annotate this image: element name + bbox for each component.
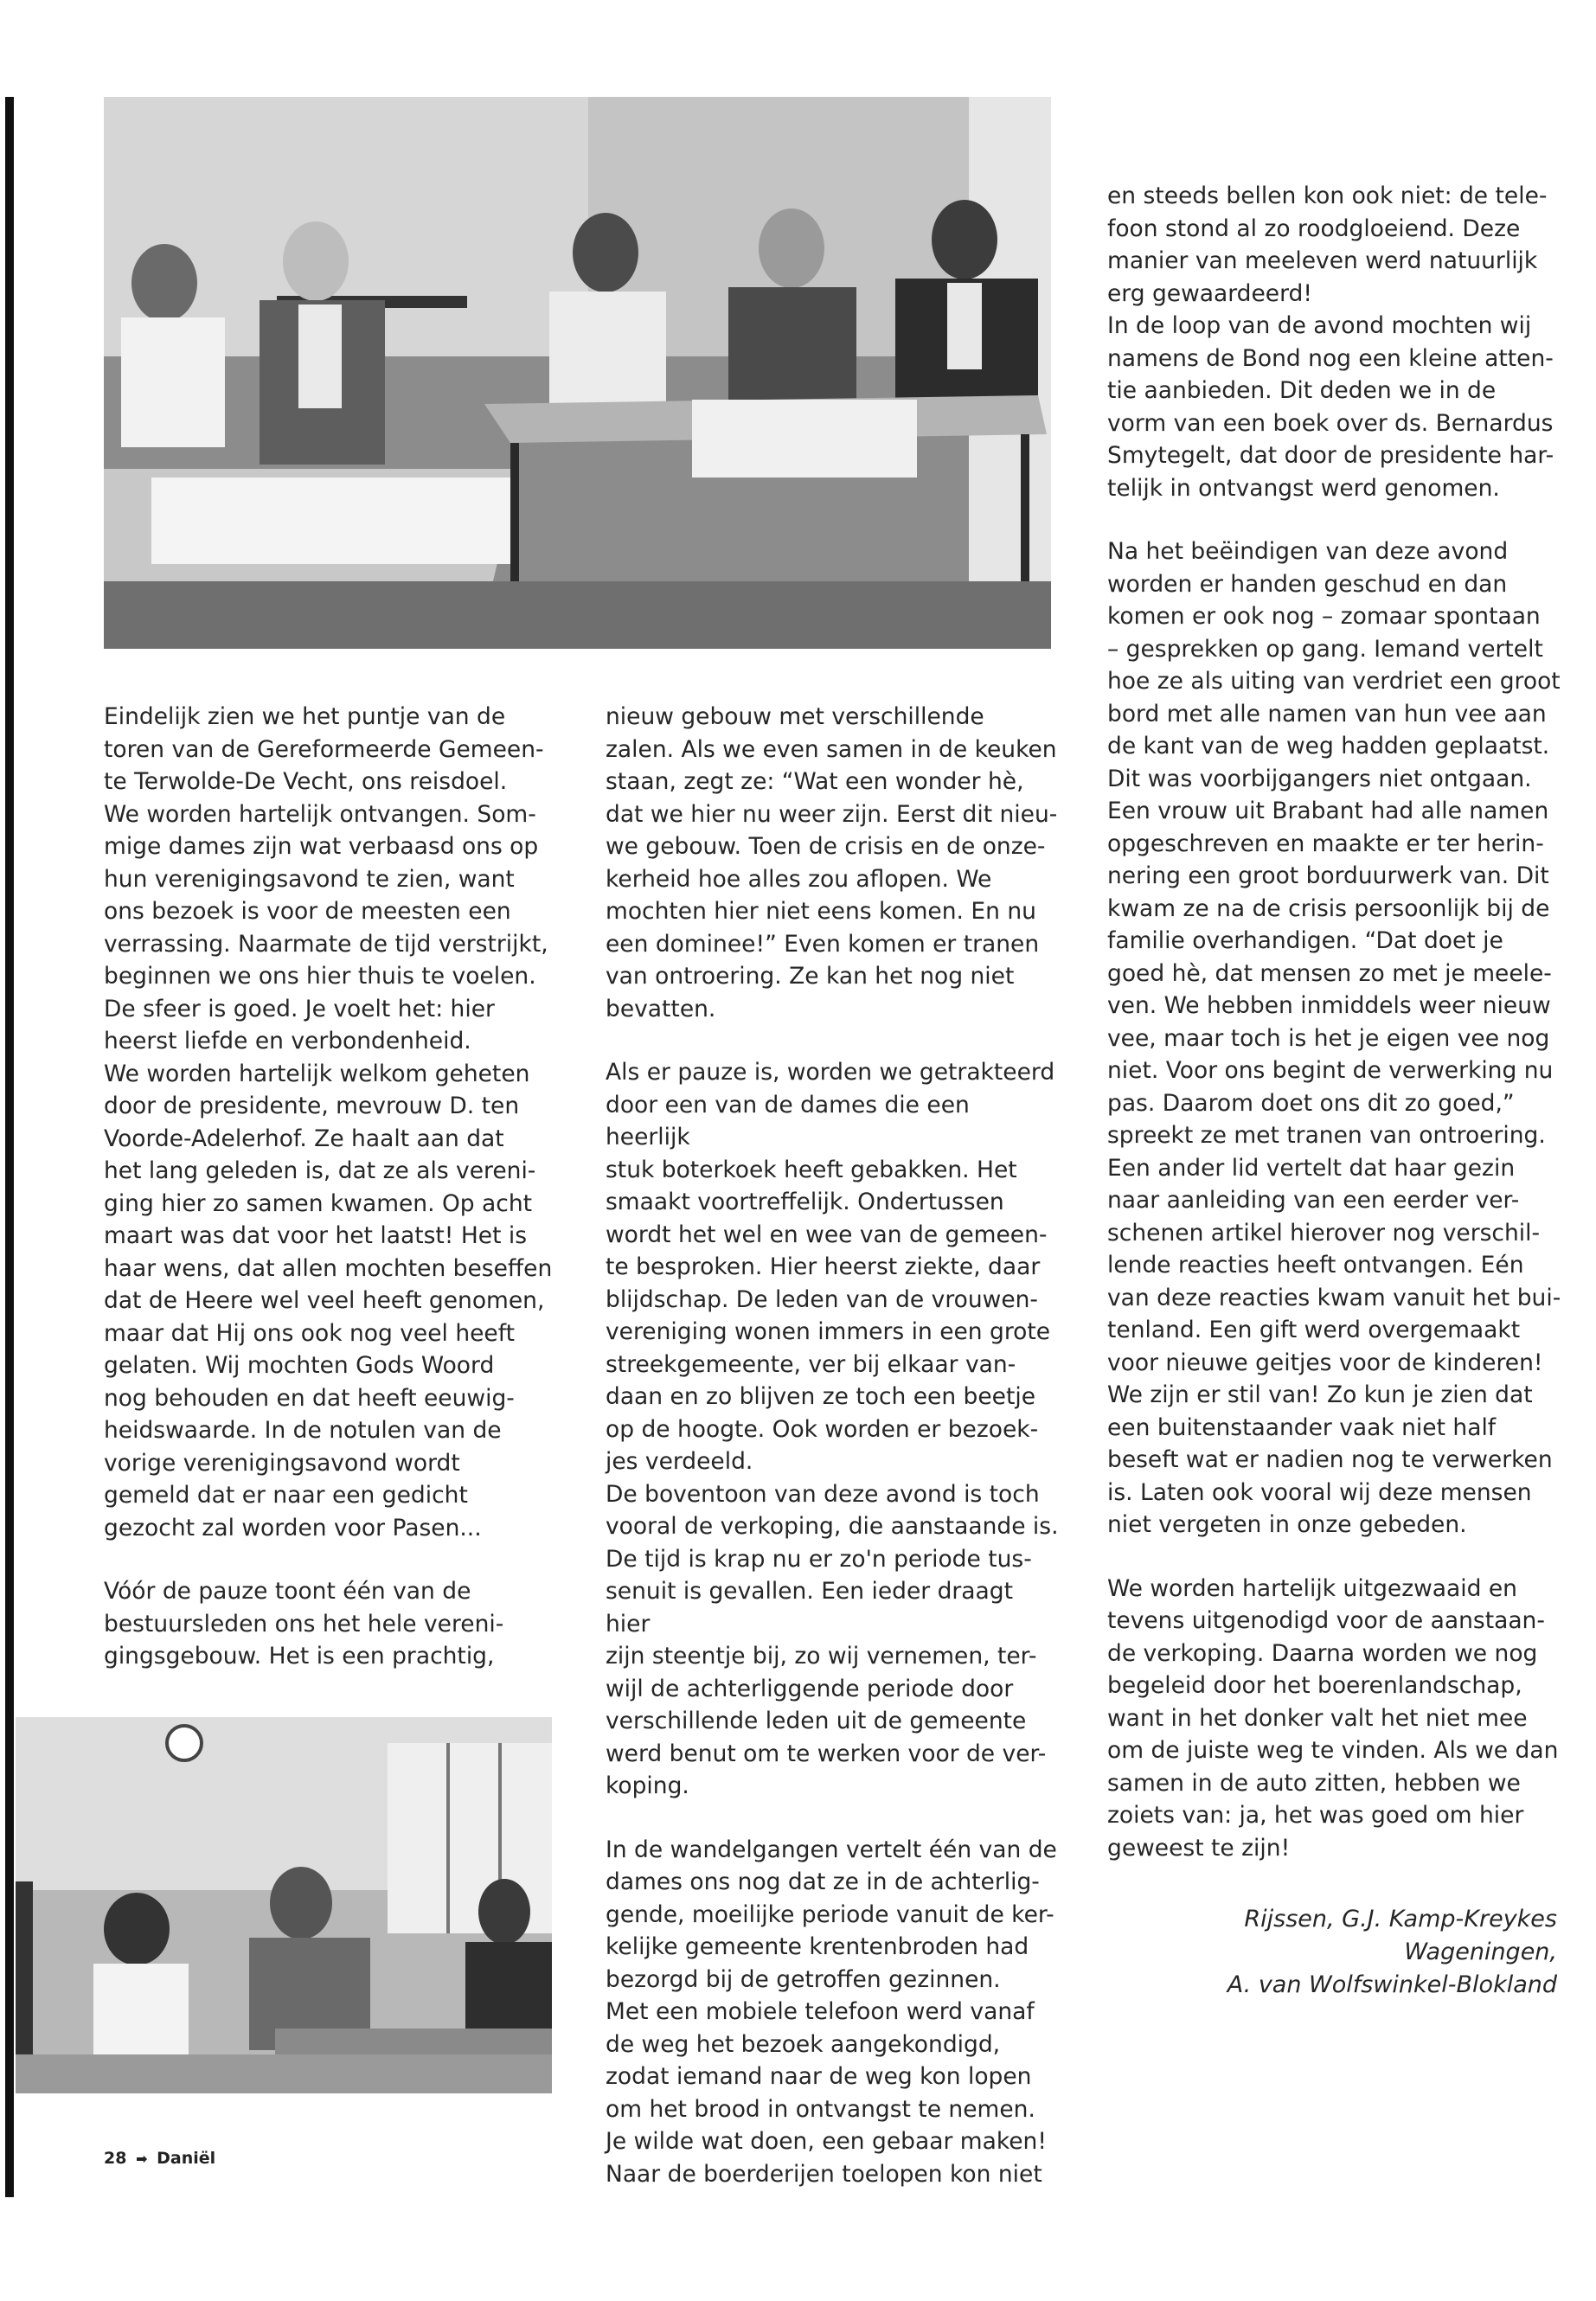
magazine-name: Daniël [157,2149,216,2168]
article-column-1 [104,701,554,1673]
photo-five-women-at-table [104,97,1051,649]
page-footer [104,2149,215,2168]
page-number: 28 [104,2149,127,2168]
paragraph: Vóór de pauze toont één van de bestuursleden ons het hele vereni- gingsgebouw. Het is een prachtig, [104,1578,504,1670]
article-column-3 [1107,180,1566,1864]
signature-line: A. van Wolfswinkel-Blokland [1227,1971,1557,1998]
paragraph: Eindelijk zien we het puntje van de toren van de Gereformeerde Gemeen- te Terwolde-De Vecht, ons reisdoel. We worden hartelijk ontvangen. Som- mige dames zijn wat verbaasd ons op hun verenigingsavond te zien, want ons bezoek is voor de meesten een verrassing. Naarmate de tijd verstrijkt, beginnen we ons hier thuis te voelen. De sfeer is goed. Je voelt het: hier heerst liefde en verbondenheid. We worden hartelijk welkom geheten door de presidente, mevrouw D. ten Voorde-Adelerhof. Ze haalt aan dat het lang geleden is, dat ze als vereni- ging hier zo samen kwamen. Op acht maart was dat voor het laatst! Het is haar wens, dat allen mochten beseffen dat de Heere wel veel heeft genomen, maar dat Hij ons ook nog veel heeft gelaten. Wij mochten Gods Woord nog behouden en dat heeft eeuwig- heidswaarde. In de notulen van de vorige verenigingsavond wordt gemeld dat er naar een gedicht gezocht zal worden voor Pasen... [104,703,553,1541]
paragraph: en steeds bellen kon ook niet: de tele- foon stond al zo roodgloeiend. Deze manier van meeleven werd natuurlijk erg gewaardeerd! In de loop van de avond mochten wij namens de Bond nog een kleine atten- tie aanbieden. Dit deden we in de vorm van een boek over ds. Bernardus Smytegelt, dat door de presidente har- telijk in ontvangst werd genomen. [1107,183,1554,502]
signature-line: Wageningen, [1404,1939,1557,1965]
paragraph: nieuw gebouw met verschillende zalen. Als we even samen in de keuken staan, zegt ze: “Wat een wonder hè, dat we hier nu weer zijn. Eerst dit nieu- we gebouw. Toen de crisis en de onze- kerheid hoe alles zou aflopen. We mochten hier niet eens komen. En nu een dominee!” Even komen er tranen van ontroering. Ze kan het nog niet bevatten. [606,703,1058,1022]
photo-meeting-room [16,1717,552,2093]
paragraph: Als er pauze is, worden we getrakteerd door een van de dames die een heerlijk stuk boterkoek heeft gebakken. Het smaakt voortreffelijk. Ondertussen wordt het wel en wee van de gemeen- te besproken. Hier heerst ziekte, daar blijdschap. De leden van de vrouwen- vereniging wonen immers in een grote streekgemeente, ver bij elkaar van- daan en zo blijven ze toch een beetje op de hoogte. Ook worden er bezoek- jes verdeeld. De boventoon van deze avond is toch vooral de verkoping, die aanstaande is. De tijd is krap nu er zo'n periode tus- senuit is gevallen. Een ieder draagt hier zijn steentje bij, zo wij vernemen, ter- wijl de achterliggende periode door verschillende leden uit de gemeente werd benut om te werken voor de ver- koping. [606,1059,1059,1799]
paragraph: Na het beëindigen van deze avond worden er handen geschud en dan komen er ook nog – zomaar spontaan – gesprekken op gang. Iemand vertelt hoe ze als uiting van verdriet een groot bord met alle namen van hun vee aan de kant van de weg hadden geplaatst. Dit was voorbijgangers niet ontgaan. Een vrouw uit Brabant had alle namen opgeschreven en maakte er ter herin- nering een groot borduurwerk van. Dit kwam ze na de crisis persoonlijk bij de familie overhandigen. “Dat doet je goed hè, dat mensen zo met je meele- ven. We hebben inmiddels weer nieuw vee, maar toch is het je eigen vee nog niet. Voor ons begint de verwerking nu pas. Daarom doet ons dit zo goed,” spreekt ze met tranen van ontroering. Een ander lid vertelt dat haar gezin naar aanleiding van een eerder ver- schenen artikel hierover nog verschil- lende reacties heeft ontvangen. Eén van deze reacties kwam vanuit het bui- tenland. Een gift werd overgemaakt voor nieuwe geitjes voor de kinderen! We zijn er stil van! Zo kun je zien dat een buitenstaander vaak niet half beseft wat er nadien nog te verwerken is. Laten ook vooral wij deze mensen niet vergeten in onze gebeden. [1107,538,1561,1538]
signature-line: Rijssen, G.J. Kamp-Kreykes [1244,1906,1557,1932]
page-spine-bar [5,97,14,2197]
bottom-photo [16,1717,552,2093]
article-column-2 [606,701,1060,2190]
paragraph: In de wandelgangen vertelt één van de dames ons nog dat ze in de achterlig- gende, moeilijke periode vanuit de ker- kelijke gemeente krentenbroden had bezorgd bij de getroffen gezinnen. Met een mobiele telefoon werd vanaf de weg het bezoek aangekondigd, zodat iemand naar de weg kon lopen om het brood in ontvangst te nemen. Je wilde wat doen, een gebaar maken! Naar de boerderijen toelopen kon niet [606,1836,1057,2188]
author-signature [1125,1903,1557,2002]
top-photo [104,97,1051,649]
arrow-right-icon: ➡ [136,2150,148,2167]
paragraph: We worden hartelijk uitgezwaaid en tevens uitgenodigd voor de aanstaan- de verkoping. Daarna worden we nog begeleid door het boerenlandschap, want in het donker valt het niet mee om de juiste weg te vinden. Als we dan samen in de auto zitten, hebben we zoiets van: ja, het was goed om hier geweest te zijn! [1107,1574,1559,1862]
